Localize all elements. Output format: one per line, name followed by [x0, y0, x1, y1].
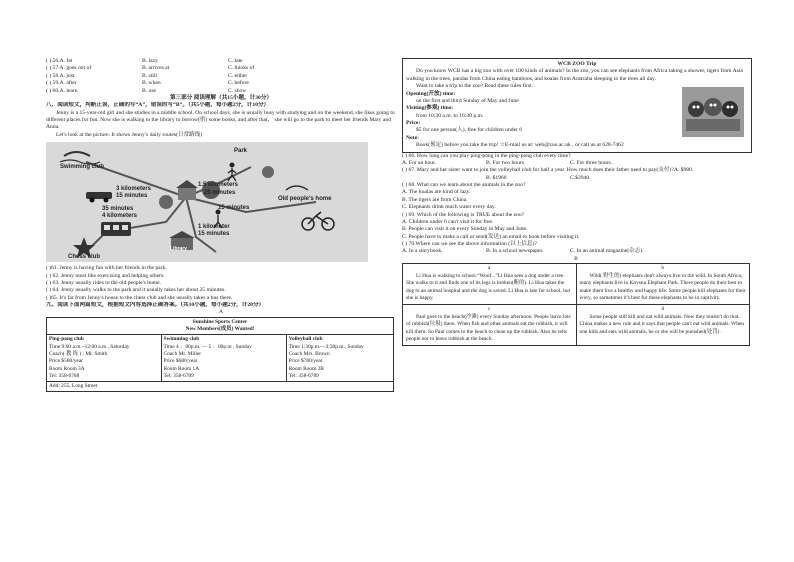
question-69-a: A. Children under 6 can't visit it for free. — [402, 218, 494, 225]
volleyball-club-cell: Volleyball club Time 1:30p.m.—3:30p.m., Sunday Coach Mrs. Brown Price $780/year Room Room 2B Tel: 358-6789 — [286, 335, 393, 382]
label-swimming-club: Swimming club — [60, 164, 105, 171]
question-63: ( ) 63. Jenny usually rides to the old people's home. — [46, 279, 162, 286]
label-dist-park: 1.5 kilometers — [198, 182, 239, 189]
sports-center-table — [46, 317, 394, 393]
question-65: ( )65. It's far from Jenny's house to the chess club and she usually takes a bus there. — [46, 294, 233, 301]
zoo-animals-image — [682, 87, 744, 137]
tree-icon — [159, 195, 173, 209]
section-b-label: B — [574, 255, 578, 262]
label-dist-chess: 4 kilometers — [102, 213, 138, 220]
swimmer-icon — [64, 152, 90, 156]
label-chess-club: Chess club — [68, 254, 101, 261]
walking-person-icon — [230, 163, 235, 168]
question-56: ( ) 56.A. fat B. lazy C. late — [46, 58, 243, 64]
question-70: ( ) 70.Where can we see the above information (以上信息)? — [402, 241, 537, 247]
section7-title: 八、阅读短文，判断正误，正确的写“A”，错误的写“B”。（共5小题，每小题2分，计10分） — [46, 102, 270, 109]
question-70-options: A. In a storybook. B. In a school newspaper. C. In an animal magazine(杂志). — [402, 248, 644, 255]
part3-title: 第三部分 阅读理解（共15小题，计30分） — [169, 94, 273, 101]
car-icon — [86, 192, 112, 199]
price-label: Price: — [406, 120, 421, 126]
zoo-title: WCB ZOO Trip — [557, 61, 597, 67]
visiting-label: Visiting(参观) time: — [406, 105, 454, 112]
zoo-intro: Do you know WCB has a big zoo with over 100 kinds of animals? In the zoo, you can see elephants from Africa taking a shower, tigers from Asia walking in the trees, pandas from China eating bamboos, and koalas from Australia sleeping in the trees all day. — [406, 68, 743, 82]
question-68-a: A. The koalas are kind of lazy. — [402, 189, 471, 196]
label-park: Park — [234, 148, 248, 155]
question-67-options: B. $1960 C.$3940. — [486, 174, 591, 181]
passage-c: c Paul goes to the beach(沙滩) every Sunday afternoon. People leave lots of rubbish(垃圾) there. When fish and other animals eat the rubbish, it will kill them. So Paul comes to the beach to clean up the rubbish. Also he tells people not to leave rubbish at the beach. — [403, 304, 577, 345]
label-time-swim: 15 minutes — [116, 193, 148, 200]
question-62: ( ) 62. Jenny must like exercising and helping others. — [46, 272, 165, 279]
house-roof-icon — [176, 180, 198, 188]
label-time-chess: 35 minutes — [102, 206, 134, 213]
label-dist-swim: 3 kilometers — [116, 186, 152, 193]
note-value: Book(预定) before you take the trip! ☆E-mail us at: web@zoo.ac.uk , or call us at 628-7462 — [416, 142, 624, 149]
question-68-b: B. The tigers are from China. — [402, 196, 468, 203]
label-time-park: 20 minutes — [204, 190, 236, 197]
question-66: ( ) 66. How long can you play ping-pong in the ping-pong club every time? — [402, 152, 571, 159]
label-old-peoples-home: Old people's home — [278, 196, 332, 203]
question-60: ( ) 60.A. learn B. use C. show — [46, 87, 247, 94]
passage7-paragraph-1: Jenny is a 15-year-old girl and she studies in a middle school. On school days, she is usually busy with studying and on the weekend, she likes going to different places for fun. Now she is walking to the library to borrow(借) some books, and after that， she will go to the park to meet her friends Mary and Anna. — [46, 109, 395, 131]
pingpong-club-cell: Ping-pong club Time 9:00 a.m.~12:00 a.m , Saturday Coach( 教 练 ) : Mr. Smith Price $580/year Room Room 3A Tel: 358-6788 — [47, 335, 162, 382]
question-64: ( ) 64. Jenny usually walks to the park and it usually takes her about 25 minutes. — [46, 287, 226, 294]
question-67: ( ) 67. Mary and her sister want to join the volleyball club for half a year. How much does their father need to pay(支付)?A. $980. — [402, 167, 694, 174]
question-66-options: A. For an hour. B. For two hours C. For three hours. — [402, 159, 613, 166]
question-68: ( ) 68. What can we learn about the animals in the zoo? — [402, 182, 526, 188]
passage-b: b Wild( 野生的) elephants don't always live in the wild. In South Africa, many elephants live in Knysna Elephant Park. There people do their best to make them live a healthy and happy life. Some people kill elephants for their ivory, so sometimes it's best for these elephants to be in captivity. — [576, 264, 750, 305]
visiting-value: from 10:30 a.m. to 16:30 p.m. — [416, 112, 484, 119]
old-people-icon — [286, 186, 308, 190]
left-column — [46, 58, 396, 392]
label-library: Library — [170, 246, 187, 253]
route-map — [46, 142, 368, 262]
passage-d: d Some people still kill and eat wild animals. Now they mustn't do that. China makes a new rule and it says that people can't eat wild animals. When one kills and eats wild animals, he or she will be punished(处罚). — [576, 304, 750, 345]
club-table-header: Sunshine Sports Center New Members(成员) Wanted! — [47, 317, 394, 335]
question-69-b: B. People can visit it on every Sunday in May and June. — [402, 226, 528, 233]
passage7-paragraph-2: Let's look at the picture. It shows Jenny’s daily routes(日常路线) — [56, 131, 203, 138]
question-69: ( ) 69. Which of the following is TRUE about the zoo? — [402, 211, 525, 218]
question-59: ( ) 59.A. after B. when C. before — [46, 80, 249, 87]
label-dist-library: 1 kilometer — [198, 224, 230, 231]
opening-label: Opening(开放) time: — [406, 90, 456, 97]
label-time-old: 15 minutes — [218, 205, 250, 212]
section8-title: 九、阅读下面两篇短文，根据短文内容选择正确答案。（共10小题，每小题2分，计20分） — [46, 302, 265, 308]
question-69-c: C. People have to make a call or send(发送) an email to book before visiting it. — [402, 233, 580, 240]
zoo-want: Want to take a trip to the zoo? Read these rules first. — [416, 83, 533, 90]
passages-table — [402, 263, 750, 346]
price-value: $5 for one person(人), free for children under 6 — [416, 127, 523, 134]
question-68-c: C. Elephants drink much water every day. — [402, 204, 496, 211]
club-address: Add: 255, Long Street — [47, 382, 394, 392]
question-61: ( )61. Jenny is having fun with her friends in the park. — [46, 265, 167, 272]
passage-a: a Li Hua is walking to school.“Woof...”Li Hua sees a dog under a tree. She walks to it and finds one of its legs is broken(断的). Li Hua takes the dog to an animal hospital and the dog is saved. Li Hua is late for school, but she is happy. — [403, 264, 577, 305]
section8-label-a: A — [218, 309, 224, 316]
right-column — [402, 58, 750, 346]
question-58: ( ) 58.A. just B. still C. either — [46, 72, 248, 79]
opening-value: on the first and third Sunday of May and June — [416, 97, 519, 104]
tree-icon — [262, 166, 274, 178]
zoo-trip-box — [402, 58, 752, 153]
swimming-club-cell: Swimming club Time 4 ：00p.m. — 5 ：00p.m , Sunday Coach Mr. Miller Price $680/year Room Room 1A Tel: 358-6789 — [161, 335, 286, 382]
question-57: ( ) 57.A. goes out of B. arrives at C. thinks of — [46, 65, 255, 72]
label-time-library: 15 minutes — [198, 231, 230, 238]
note-label: Note: — [406, 134, 420, 141]
house-icon — [178, 188, 196, 200]
